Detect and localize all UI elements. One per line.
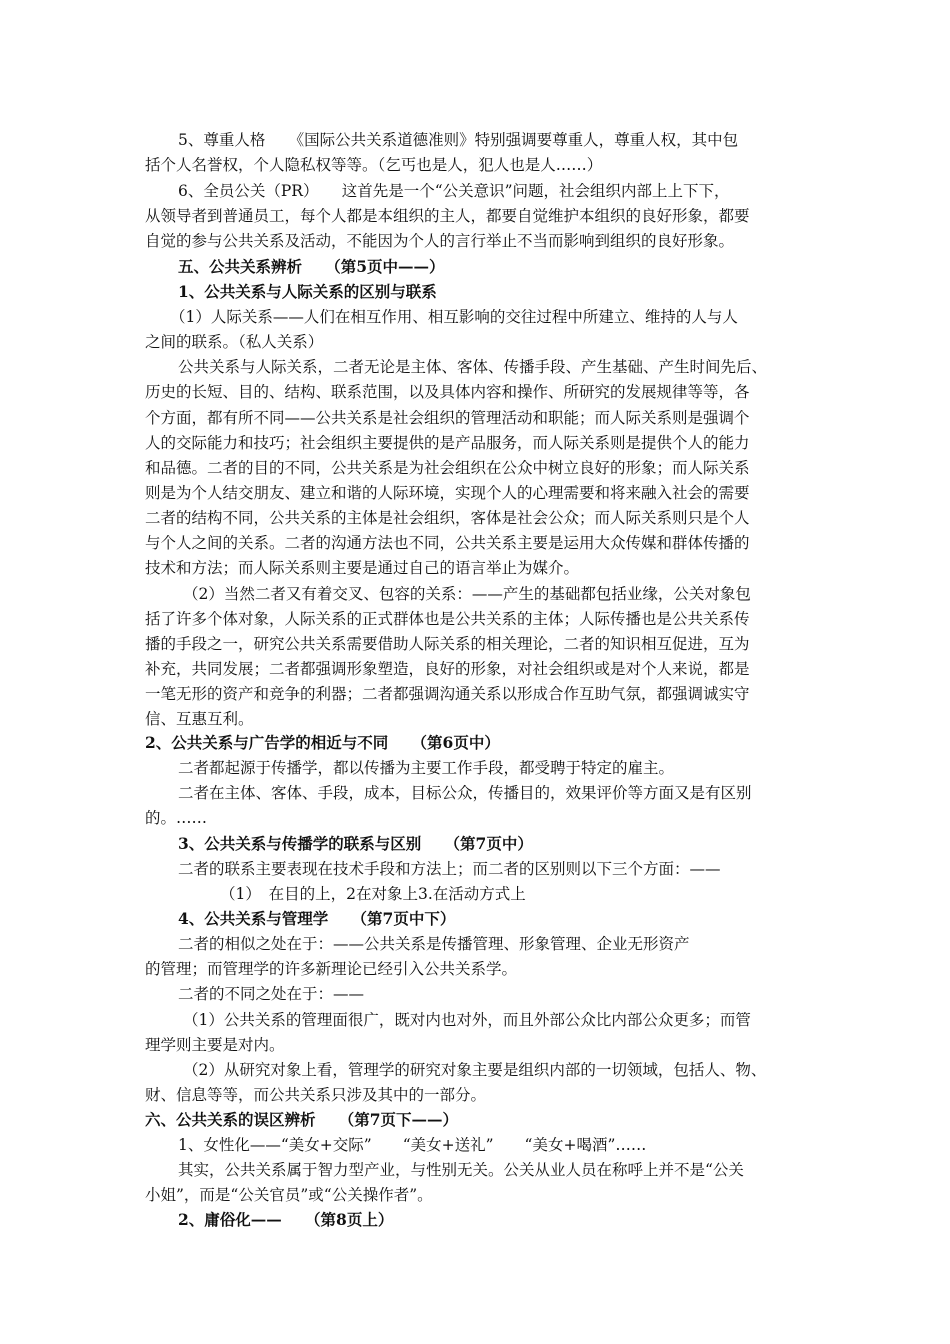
text-line: 5、尊重人格 《国际公共关系道德准则》特别强调要尊重人，尊重人权，其中包 [178, 131, 739, 149]
text-line: 之间的联系。（私人关系） [145, 333, 324, 351]
text-line: 个方面，都有所不同——公共关系是社会组织的管理活动和职能；而人际关系则是强调个 [145, 409, 750, 427]
text-line: 二者在主体、客体、手段，成本，目标公众，传播目的，效果评价等方面又是有区别 [178, 784, 752, 802]
text-line: 二者的相似之处在于：——公共关系是传播管理、形象管理、企业无形资产 [178, 935, 690, 953]
text-line: 括个人名誉权，个人隐私权等等。（乞丐也是人，犯人也是人……） [145, 156, 603, 174]
text-line: （1） 在目的上，2在对象上3.在活动方式上 [220, 885, 526, 903]
text-line: 播的手段之一，研究公共关系需要借助人际关系的相关理论，二者的知识相互促进，互为 [145, 635, 750, 653]
text-line: 人的交际能力和技巧；社会组织主要提供的是产品服务，而人际关系则是提供个人的能力 [145, 434, 750, 452]
subsection-heading: 2、庸俗化—— （第8页上） [178, 1210, 394, 1229]
text-line: 财、信息等等，而公共关系只涉及其中的一部分。 [145, 1086, 487, 1104]
subsection-heading: 2、公共关系与广告学的相近与不同 （第6页中） [145, 733, 500, 752]
text-line: 二者的不同之处在于：—— [178, 985, 365, 1003]
text-line: 一笔无形的资产和竞争的利器；二者都强调沟通关系以形成合作互助气氛，都强调诚实守 [145, 685, 750, 703]
text-line: 括了许多个体对象，人际关系的正式群体也是公共关系的主体；人际传播也是公共关系传 [145, 610, 750, 628]
text-line: 1、女性化——“美女+交际” “美女+送礼” “美女+喝酒”…… [178, 1136, 647, 1154]
text-line: 二者的联系主要表现在技术手段和方法上；而二者的区别则以下三个方面：—— [178, 860, 721, 878]
text-line: 其实，公共关系属于智力型产业，与性别无关。公关从业人员在称呼上并不是“公关 [178, 1161, 744, 1179]
text-line: 技术和方法；而人际关系则主要是通过自己的语言举止为媒介。 [145, 559, 580, 577]
text-line: （2）当然二者又有着交叉、包容的关系：——产生的基础都包括业缘，公关对象包 [183, 585, 751, 603]
text-line: 从领导者到普通员工，每个人都是本组织的主人，都要自觉维护本组织的良好形象，都要 [145, 207, 750, 225]
text-line: 二者的结构不同，公共关系的主体是社会组织，客体是社会公众；而人际关系则只是个人 [145, 509, 750, 527]
subsection-heading: 4、公共关系与管理学 （第7页中下） [178, 909, 456, 928]
subsection-heading: 1、公共关系与人际关系的区别与联系 [178, 282, 437, 301]
text-line: （2）从研究对象上看，管理学的研究对象主要是组织内部的一切领域，包括人、物、 [183, 1061, 767, 1079]
text-line: 的管理；而管理学的许多新理论已经引入公共关系学。 [145, 960, 518, 978]
text-line: 补充，共同发展；二者都强调形象塑造，良好的形象，对社会组织或是对个人来说，都是 [145, 660, 750, 678]
text-line: 6、全员公关（PR） 这首先是一个“公关意识”问题，社会组织内部上上下下， [178, 182, 730, 200]
text-line: 则是为个人结交朋友、建立和谐的人际环境，实现个人的心理需要和将来融入社会的需要 [145, 484, 750, 502]
text-line: （1）人际关系——人们在相互作用、相互影响的交往过程中所建立、维持的人与人 [170, 308, 738, 326]
text-line: 信、互惠互利。 [145, 710, 254, 728]
text-line: 与个人之间的关系。二者的沟通方法也不同，公共关系主要是运用大众传媒和群体传播的 [145, 534, 750, 552]
text-line: 的。…… [145, 809, 208, 827]
text-line: 公共关系与人际关系，二者无论是主体、客体、传播手段、产生基础、产生时间先后、 [178, 358, 768, 376]
text-line: 小姐”，而是“公关官员”或“公关操作者”。 [145, 1186, 433, 1204]
text-line: 理学则主要是对内。 [145, 1036, 285, 1054]
text-line: 和品德。二者的目的不同，公共关系是为社会组织在公众中树立良好的形象；而人际关系 [145, 459, 750, 477]
section-heading: 六、公共关系的误区辨析 （第7页下——） [145, 1110, 459, 1129]
section-heading: 五、公共关系辨析 （第5页中——） [178, 257, 445, 276]
text-line: （1）公共关系的管理面很广，既对内也对外，而且外部公众比内部公众更多；而管 [183, 1011, 751, 1029]
text-line: 二者都起源于传播学，都以传播为主要工作手段，都受聘于特定的雇主。 [178, 759, 675, 777]
text-line: 历史的长短、目的、结构、联系范围，以及具体内容和操作、所研究的发展规律等等，各 [145, 383, 750, 401]
text-line: 自觉的参与公共关系及活动，不能因为个人的言行举止不当而影响到组织的良好形象。 [145, 232, 735, 250]
subsection-heading: 3、公共关系与传播学的联系与区别 （第7页中） [178, 834, 533, 853]
